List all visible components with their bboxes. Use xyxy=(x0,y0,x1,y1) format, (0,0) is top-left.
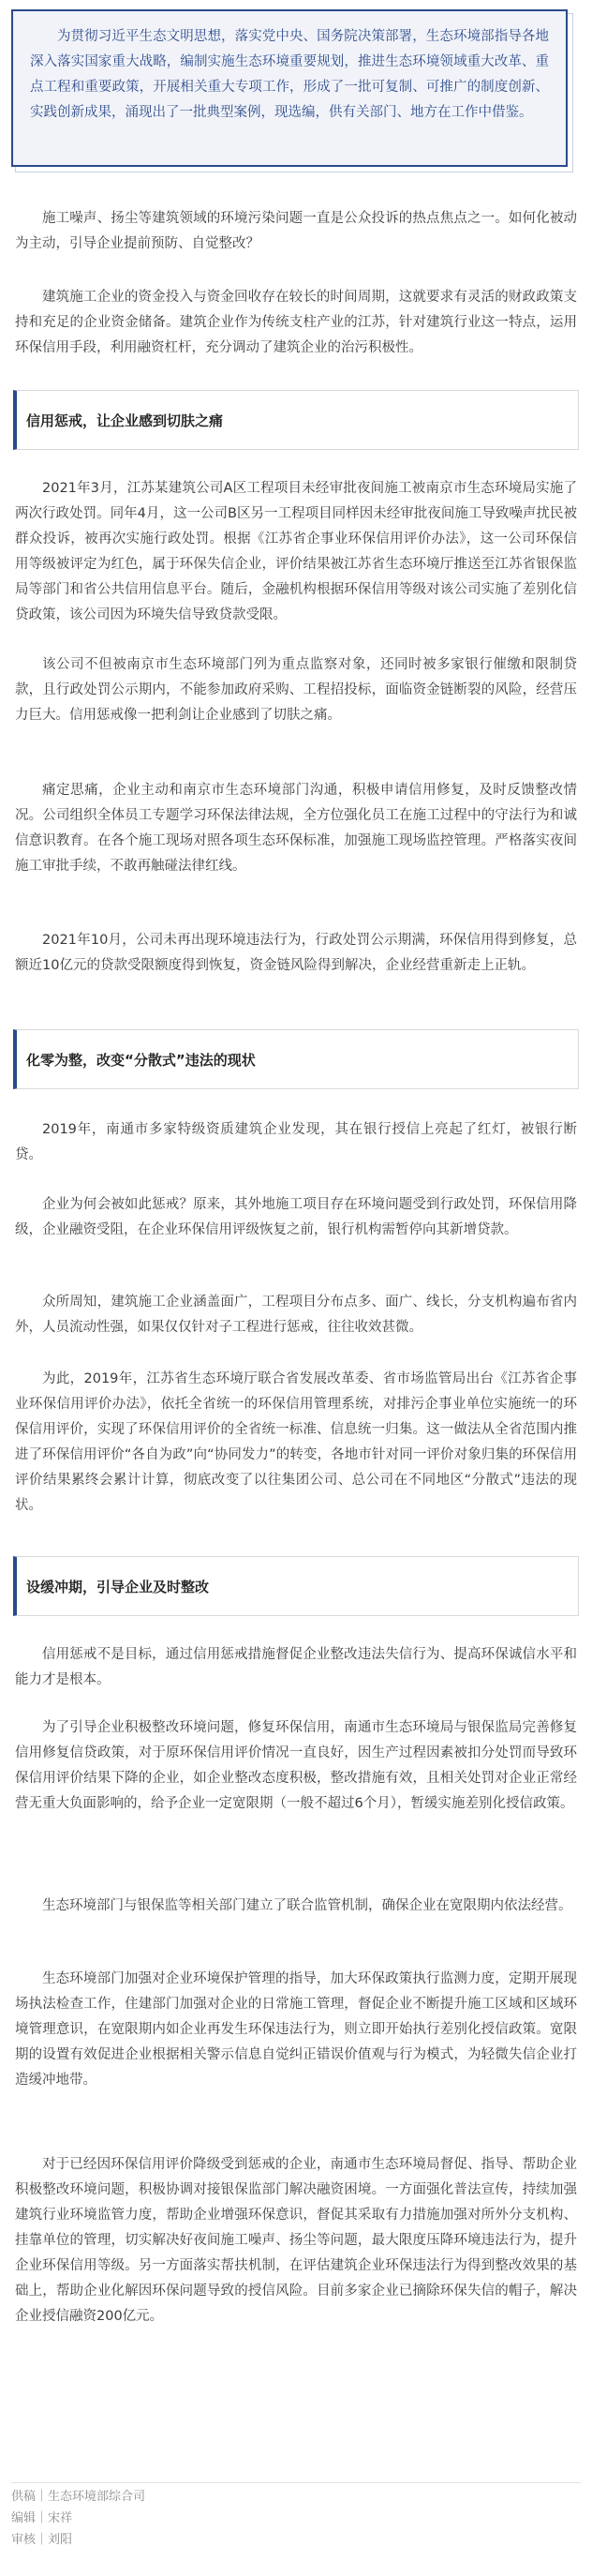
section-title: 化零为整，改变“分散式”违法的现状 xyxy=(26,1051,256,1069)
credit-reviewer: 审核｜刘阳 xyxy=(11,2533,73,2547)
paragraph-12: 为了引导企业积极整改环境问题，修复环保信用，南通市生态环境局与银保监局完善修复信用修复信贷政策，对于原环保信用评价情况一直良好，因生产过程因素被扣分处罚而导致环保信用评价结果下降的企业，如企业整改态度积极，整改措施有效，且相关处罚对企业正常经营无重大负面影响的，给予企业一定宽限期（一般不超过6个月），暂缓实施差别化授信政策。 xyxy=(15,1720,577,1811)
paragraph-15: 对于已经因环保信用评价降级受到惩戒的企业，南通市生态环境局督促、指导、帮助企业积极整改环境问题，积极协调对接银保监部门解决融资困境。一方面强化普法宣传，持续加强建筑行业环境监管力度，帮助企业增强环保意识，督促其采取有力措施加强对所外分支机构、挂靠单位的管理，切实解决好夜间施工噪声、扬尘等问题，最大限度压降环境违法行为，提升企业环保信用等级。另一方面落实帮扶机制，在评估建筑企业环保违法行为得到整改效果的基础上，帮助企业化解因环保问题导致的授信风险。目前多家企业已摘除环保失信的帽子，解决企业授信融资200亿元。 xyxy=(15,2157,577,2324)
credit-editor: 编辑｜宋祥 xyxy=(11,2511,73,2525)
intro-box xyxy=(11,9,568,167)
paragraph-5: 痛定思痛，企业主动和南京市生态环境部门沟通，积极申请信用修复，及时反馈整改情况。公司组织全体员工专题学习环保法律法规，全方位强化员工在施工过程中的守法行为和诚信意识教育。在各个施工现场对照各项生态环保标准，加强施工现场监控管理。严格落实夜间施工审批手续，不敢再触碰法律红线。 xyxy=(15,783,577,874)
section-heading-buffer-period xyxy=(13,1556,579,1616)
paragraph-8: 企业为何会被如此惩戒？原来，其外地施工项目存在环境问题受到行政处罚，环保信用降级，企业融资受阻，在企业环保信用评级恢复之前，银行机构需暂停向其新增贷款。 xyxy=(15,1197,577,1237)
paragraph-2: 建筑施工企业的资金投入与资金回收存在较长的时间周期，这就要求有灵活的财政政策支持和充足的企业资金储备。建筑企业作为传统支柱产业的江苏，针对建筑行业这一特点，运用环保信用手段，利用融资杠杆，充分调动了建筑企业的治污积极性。 xyxy=(15,290,577,355)
paragraph-6: 2021年10月，公司未再出现环境违法行为，行政处罚公示期满，环保信用得到修复，总额近10亿元的贷款受限额度得到恢复，资金链风险得到解决，企业经营重新走上正轨。 xyxy=(15,933,577,973)
section-title: 设缓冲期，引导企业及时整改 xyxy=(26,1578,210,1595)
section-heading-unified-evaluation xyxy=(13,1029,579,1089)
intro-text: 为贯彻习近平生态文明思想，落实党中央、国务院决策部署，生态环境部指导各地深入落实国家重大战略，编制实施生态环境重要规划，推进生态环境领域重大改革、重点工程和重要政策，开展相关重大专项工作，形成了一批可复制、可推广的制度创新、实践创新成果，涌现出了一批典型案例，现选编，供有关部门、地方在工作中借鉴。 xyxy=(30,29,549,120)
paragraph-9: 众所周知，建筑施工企业涵盖面广，工程项目分布点多、面广、线长，分支机构遍布省内外，人员流动性强，如果仅仅针对子工程进行惩戒，往往收效甚微。 xyxy=(15,1295,577,1335)
paragraph-14: 生态环境部门加强对企业环境保护管理的指导，加大环保政策执行监测力度，定期开展现场执法检查工作，住建部门加强对企业的日常施工管理，督促企业不断提升施工区域和区域环境管理意识，在宽限期内如企业再发生环保违法行为，则立即开始执行差别化授信政策。宽限期的设置有效促进企业根据相关警示信息自觉纠正错误价值观与行为模式，为轻微失信企业打造缓冲地带。 xyxy=(15,1971,577,2088)
section-heading-credit-punishment xyxy=(13,390,579,450)
paragraph-7: 2019年，南通市多家特级资质建筑企业发现，其在银行授信上亮起了红灯，被银行断贷。 xyxy=(15,1122,577,1162)
footer-divider xyxy=(11,2482,581,2483)
paragraph-10: 为此，2019年，江苏省生态环境厅联合省发展改革委、省市场监管局出台《江苏省企事业环保信用评价办法》，依托全省统一的环保信用管理系统，对排污企事业单位实施统一的环保信用评价，实现了环保信用评价的全省统一标准、信息统一归集。这一做法从全省范围内推进了环保信用评价“各自为政”向“协同发力”的转变，各地市针对同一评价对象归集的环保信用评价结果累终会累计计算，彻底改变了以往集团公司、总公司在不同地区“分散式”违法的现状。 xyxy=(15,1371,577,1513)
section-title: 信用惩戒，让企业感到切肤之痛 xyxy=(26,412,224,429)
paragraph-13: 生态环境部门与银保监等相关部门建立了联合监管机制，确保企业在宽限期内依法经营。 xyxy=(42,1898,572,1913)
paragraph-1: 施工噪声、扬尘等建筑领域的环境污染问题一直是公众投诉的热点焦点之一。如何化被动为主动，引导企业提前预防、自觉整改？ xyxy=(15,211,577,251)
paragraph-11: 信用惩戒不是目标，通过信用惩戒措施督促企业整改违法失信行为、提高环保诚信水平和能力才是根本。 xyxy=(15,1647,577,1687)
paragraph-4: 该公司不但被南京市生态环境部门列为重点监察对象，还同时被多家银行催缴和限制贷款，且行政处罚公示期内，不能参加政府采购、工程招投标，面临资金链断裂的风险，经营压力巨大。信用惩戒像一把利剑让企业感到了切肤之痛。 xyxy=(15,657,577,723)
paragraph-3: 2021年3月，江苏某建筑公司A区工程项目未经审批夜间施工被南京市生态环境局实施了两次行政处罚。同年4月，这一公司B区另一工程项目同样因未经审批夜间施工导致噪声扰民被群众投诉，被再次实施行政处罚。根据《江苏省企事业环保信用评价办法》，这一公司环保信用等级被评定为红色，属于环保失信企业，评价结果被江苏省生态环境厅推送至江苏省银保监局等部门和省公共信用信息平台。随后，金融机构根据环保信用等级对该公司实施了差别化信贷政策，该公司因为环境失信导致贷款受限。 xyxy=(15,481,577,622)
credit-supplier: 供稿｜生态环境部综合司 xyxy=(11,2490,146,2504)
